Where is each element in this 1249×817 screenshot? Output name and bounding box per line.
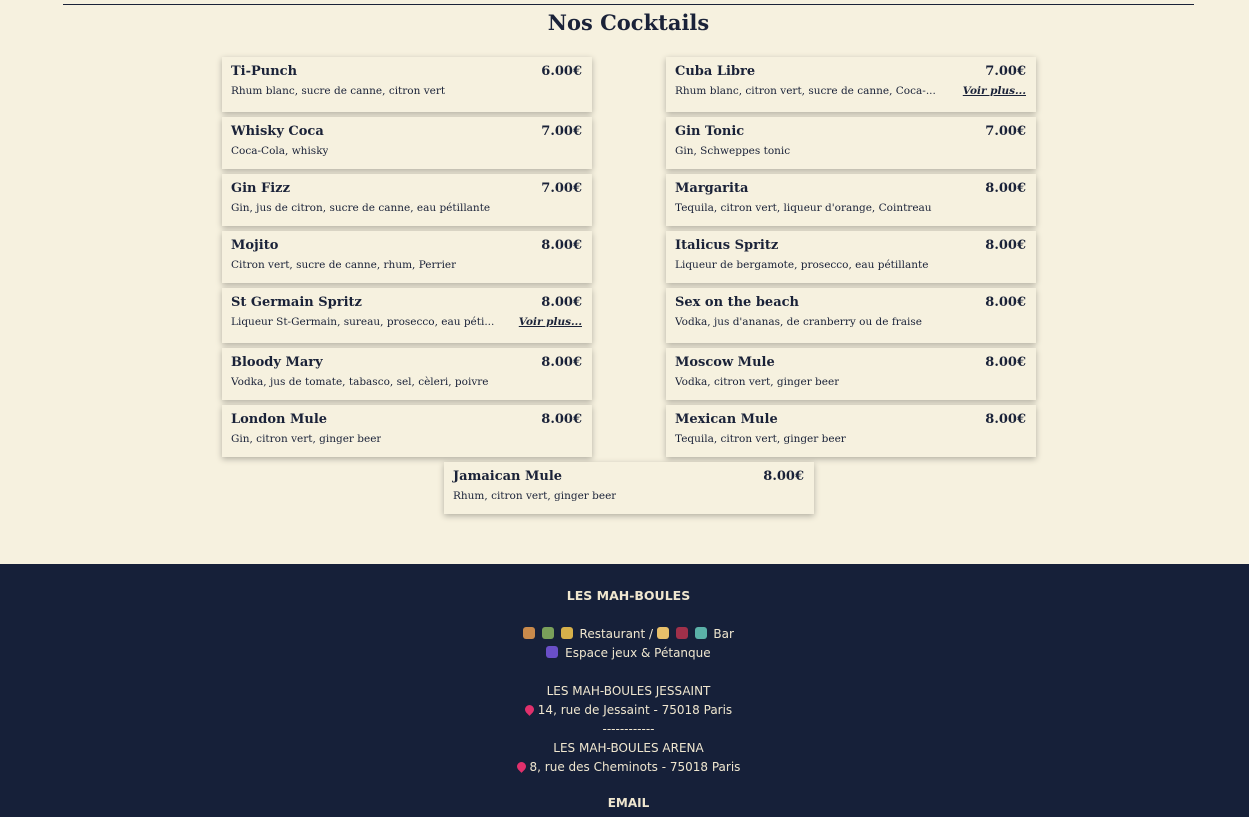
venue1-address: 14, rue de Jessaint - 75018 Paris xyxy=(537,703,733,717)
footer-games-line xyxy=(0,646,1249,660)
cocktail-icon xyxy=(695,627,707,639)
games-label: Espace jeux & Pétanque xyxy=(565,646,711,660)
cocktail-price: 6.00€ xyxy=(541,64,582,79)
email-label: EMAIL xyxy=(607,796,650,810)
cocktail-description: Rhum blanc, citron vert, sucre de canne, Coca-... xyxy=(675,85,936,97)
cocktail-name: Moscow Mule xyxy=(675,355,775,370)
cocktail-description: Citron vert, sucre de canne, rhum, Perrier xyxy=(231,259,457,271)
see-more-link[interactable]: Voir plus... xyxy=(962,85,1026,97)
game-controller-icon xyxy=(546,646,558,658)
cocktail-price: 7.00€ xyxy=(541,124,582,139)
cocktail-price: 8.00€ xyxy=(985,412,1026,427)
cocktail-price: 8.00€ xyxy=(763,469,804,484)
cocktail-description: Rhum, citron vert, ginger beer xyxy=(453,490,617,502)
venue1-address-line xyxy=(0,703,1249,717)
footer-brand: LES MAH-BOULES xyxy=(566,588,691,603)
restaurant-label: Restaurant / xyxy=(579,627,657,641)
section-title: Nos Cocktails xyxy=(547,10,710,35)
top-divider xyxy=(63,4,1194,5)
cocktail-price: 8.00€ xyxy=(541,355,582,370)
cocktail-card xyxy=(222,174,592,226)
cocktail-price: 8.00€ xyxy=(541,238,582,253)
cocktail-description: Vodka, citron vert, ginger beer xyxy=(675,376,840,388)
cocktail-description: Tequila, citron vert, ginger beer xyxy=(675,433,846,445)
cocktail-name: Cuba Libre xyxy=(675,64,756,79)
cocktail-card xyxy=(666,231,1036,283)
pizza-icon xyxy=(561,627,573,639)
cocktail-name: Whisky Coca xyxy=(231,124,324,139)
cocktail-description: Gin, citron vert, ginger beer xyxy=(231,433,382,445)
cocktail-description: Rhum blanc, sucre de canne, citron vert xyxy=(231,85,446,97)
cocktail-price: 7.00€ xyxy=(541,181,582,196)
cocktail-card xyxy=(222,117,592,169)
cocktail-card xyxy=(666,57,1036,112)
cocktail-price: 7.00€ xyxy=(985,64,1026,79)
cocktail-price: 7.00€ xyxy=(985,124,1026,139)
cocktail-card xyxy=(222,231,592,283)
cocktail-name: Margarita xyxy=(675,181,749,196)
cocktail-name: London Mule xyxy=(231,412,328,427)
cocktail-card xyxy=(444,462,814,514)
cocktail-price: 8.00€ xyxy=(985,238,1026,253)
cocktail-description: Gin, jus de citron, sucre de canne, eau pétillante xyxy=(231,202,491,214)
salad-icon xyxy=(542,627,554,639)
cocktail-card xyxy=(666,348,1036,400)
cocktail-description: Vodka, jus d'ananas, de cranberry ou de fraise xyxy=(675,316,922,328)
cocktail-name: Bloody Mary xyxy=(231,355,323,370)
cocktail-description: Vodka, jus de tomate, tabasco, sel, cèleri, poivre xyxy=(231,376,489,388)
cocktail-price: 8.00€ xyxy=(541,412,582,427)
site-footer xyxy=(0,564,1249,817)
cocktail-name: Gin Fizz xyxy=(231,181,290,196)
cocktail-description: Liqueur de bergamote, prosecco, eau pétillante xyxy=(675,259,929,271)
footer-restaurant-bar-line xyxy=(0,627,1249,641)
cocktail-name: Mojito xyxy=(231,238,279,253)
cocktail-card xyxy=(222,288,592,343)
cocktail-price: 8.00€ xyxy=(541,295,582,310)
venue2-address: 8, rue des Cheminots - 75018 Paris xyxy=(529,760,741,774)
cocktail-name: Mexican Mule xyxy=(675,412,778,427)
cocktail-price: 8.00€ xyxy=(985,181,1026,196)
see-more-link[interactable]: Voir plus... xyxy=(518,316,582,328)
cocktail-description: Tequila, citron vert, liqueur d'orange, Cointreau xyxy=(675,202,932,214)
cocktail-description: Liqueur St-Germain, sureau, prosecco, eau péti... xyxy=(231,316,495,328)
cocktail-card xyxy=(222,348,592,400)
cocktail-card xyxy=(666,174,1036,226)
burger-icon xyxy=(523,627,535,639)
venue1-name: LES MAH-BOULES JESSAINT xyxy=(546,684,711,698)
cocktail-name: Jamaican Mule xyxy=(453,469,563,484)
footer-separator: ------------ xyxy=(602,722,655,736)
cocktail-card xyxy=(222,405,592,457)
cocktail-name: St Germain Spritz xyxy=(231,295,362,310)
cocktail-name: Gin Tonic xyxy=(675,124,745,139)
venue2-address-line xyxy=(0,760,1249,774)
bar-label: Bar xyxy=(713,627,734,641)
cocktail-price: 8.00€ xyxy=(985,295,1026,310)
cocktail-card xyxy=(666,117,1036,169)
map-pin-icon xyxy=(523,703,536,716)
cocktail-card xyxy=(222,57,592,112)
cocktail-card xyxy=(666,405,1036,457)
cocktail-name: Sex on the beach xyxy=(675,295,799,310)
cocktail-description: Gin, Schweppes tonic xyxy=(675,145,791,157)
beer-icon xyxy=(657,627,669,639)
map-pin-icon xyxy=(515,760,528,773)
wine-icon xyxy=(676,627,688,639)
cocktail-description: Coca-Cola, whisky xyxy=(231,145,329,157)
cocktail-name: Italicus Spritz xyxy=(675,238,779,253)
cocktail-price: 8.00€ xyxy=(985,355,1026,370)
cocktail-card xyxy=(666,288,1036,343)
venue2-name: LES MAH-BOULES ARENA xyxy=(553,741,704,755)
cocktail-name: Ti-Punch xyxy=(231,64,298,79)
